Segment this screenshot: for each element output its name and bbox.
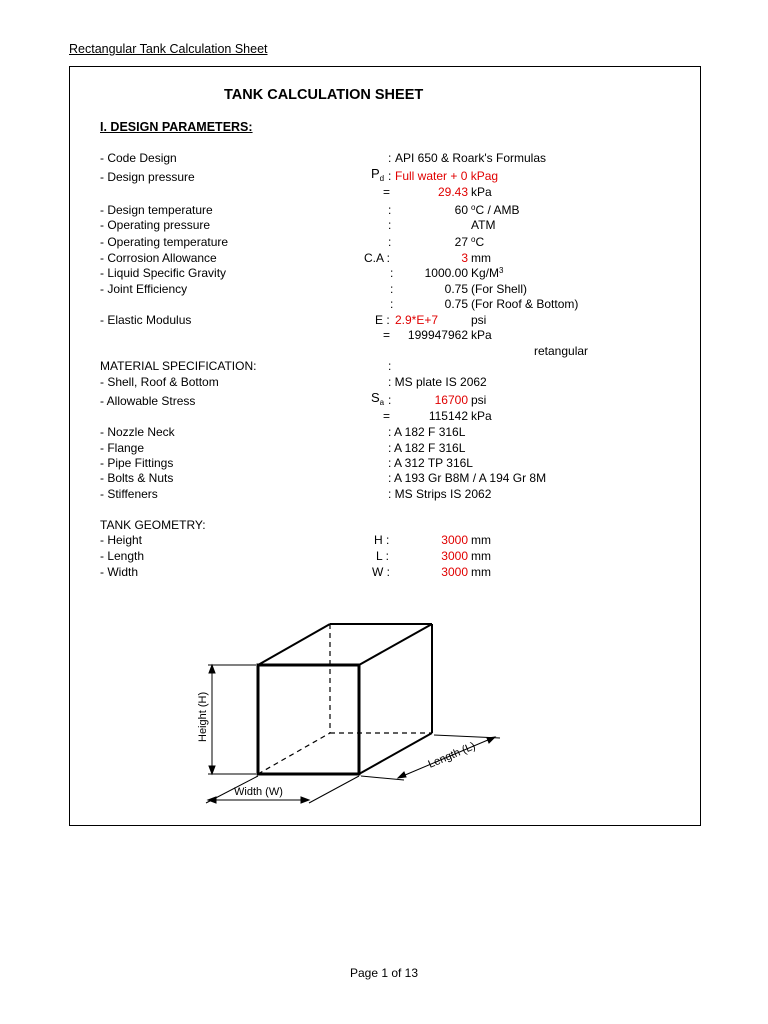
value-design-temperature: 60 [454,203,468,217]
unit-corrosion-allowance: mm [471,251,491,265]
label-flange: - Flange [100,441,145,455]
symbol-allowable-stress: $S_a$ [371,390,385,407]
eq-allowable-stress: = [383,409,391,423]
section-material-specification: MATERIAL SPECIFICATION: [100,359,257,373]
symbol-height: H : [374,533,390,547]
unit-design-temperature: $^o$C / AMB [471,203,520,217]
sep-operating-pressure: : [388,218,392,232]
unit-width: mm [471,565,491,579]
label-shell-roof-bottom: - Shell, Roof & Bottom [100,375,219,389]
value-stiffeners: : MS Strips IS 2062 [388,487,492,501]
value-design-pressure: Full water + 0 kPag [395,169,499,183]
label-width: - Width [100,565,139,579]
value-width: 3000 [441,565,468,579]
sep-allowable-stress: : [388,393,392,407]
value-shell-roof-bottom: : MS plate IS 2062 [388,375,487,389]
unit-joint-efficiency-roof: (For Roof & Bottom) [471,297,579,311]
tank-front-face [258,665,359,774]
symbol-length: L : [376,549,389,563]
page-footer: Page 1 of 13 [349,966,419,980]
value-allowable-stress-kpa: 115142 [428,409,468,423]
value-liquid-specific-gravity: 1000.00 [424,266,468,280]
note-retangular: retangular [534,344,589,358]
label-length: - Length [100,549,145,563]
label-joint-efficiency: - Joint Efficiency [100,282,188,296]
section-tank-geometry: TANK GEOMETRY: [100,518,206,532]
value-elastic-modulus-kpa: 199947962 [407,328,468,342]
label-pipe-fittings: - Pipe Fittings [100,456,174,470]
label-elastic-modulus: - Elastic Modulus [100,313,192,327]
sheet-title: TANK CALCULATION SHEET [224,87,424,103]
value-height: 3000 [441,533,468,547]
value-bolts-nuts: : A 193 Gr B8M / A 194 Gr 8M [388,471,547,485]
unit-allowable-stress: psi [471,393,487,407]
value-operating-temperature: 27 [454,235,468,249]
page-header: Rectangular Tank Calculation Sheet [69,42,268,56]
sep-liquid-specific-gravity: : [390,266,394,280]
value-length: 3000 [441,549,468,563]
unit-elastic-modulus-kpa: kPa [471,328,492,342]
sep-design-temperature: : [388,203,392,217]
symbol-corrosion-allowance: C.A : [364,251,391,265]
value-allowable-stress: 16700 [434,393,468,407]
section-design-parameters: I. DESIGN PARAMETERS: [100,120,253,134]
unit-length: mm [471,549,491,563]
label-corrosion-allowance: - Corrosion Allowance [100,251,217,265]
value-code-design: API 650 & Roark's Formulas [395,151,547,165]
tank-hidden-left-edge [258,733,330,774]
diagram-height-label: Height (H) [197,691,209,742]
unit-joint-efficiency-shell: (For Shell) [471,282,528,296]
label-design-pressure: - Design pressure [100,170,195,184]
sep-joint-efficiency-roof: : [390,297,394,311]
value-nozzle-neck: : A 182 F 316L [388,425,466,439]
unit-height: mm [471,533,491,547]
label-operating-temperature: - Operating temperature [100,235,229,249]
unit-elastic-modulus: psi [471,313,487,327]
diagram-length-label: Length (L) [426,740,478,771]
tank-top-right-edge [359,624,432,665]
value-joint-efficiency-shell: 0.75 [444,282,468,296]
label-allowable-stress: - Allowable Stress [100,394,196,408]
label-height: - Height [100,533,143,547]
label-liquid-specific-gravity: - Liquid Specific Gravity [100,266,227,280]
tank-top-left-edge [258,624,330,665]
label-bolts-nuts: - Bolts & Nuts [100,471,174,485]
eq-elastic-modulus: = [383,328,391,342]
symbol-elastic-modulus: E : [375,313,390,327]
sep-joint-efficiency: : [390,282,394,296]
unit-liquid-specific-gravity: $Kg/M^3$ [471,266,504,280]
label-design-temperature: - Design temperature [100,203,213,217]
eq-design-pressure: = [383,185,391,199]
sep-code-design: : [388,151,392,165]
sep-design-pressure: : [388,169,392,183]
unit-design-pressure-kpa: kPa [471,185,492,199]
label-code-design: - Code Design [100,151,177,165]
unit-allowable-stress-kpa: kPa [471,409,492,423]
value-pipe-fittings: : A 312 TP 316L [388,456,473,470]
value-elastic-modulus: 2.9*E+7 [395,313,439,327]
label-nozzle-neck: - Nozzle Neck [100,425,175,439]
value-design-pressure-kpa: 29.43 [437,185,468,199]
value-joint-efficiency-roof: 0.75 [444,297,468,311]
value-flange: : A 182 F 316L [388,441,466,455]
height-dimension [208,665,256,774]
value-operating-pressure: ATM [471,218,496,232]
label-stiffeners: - Stiffeners [100,487,158,501]
sep-material: : [388,359,392,373]
diagram-width-label: Width (W) [234,786,283,798]
unit-operating-temperature: $^o$C [471,235,485,249]
label-operating-pressure: - Operating pressure [100,218,211,232]
symbol-design-pressure: $P_d$ [371,166,385,183]
symbol-width: W : [372,565,390,579]
value-corrosion-allowance: 3 [461,251,468,265]
sep-operating-temperature: : [388,235,392,249]
